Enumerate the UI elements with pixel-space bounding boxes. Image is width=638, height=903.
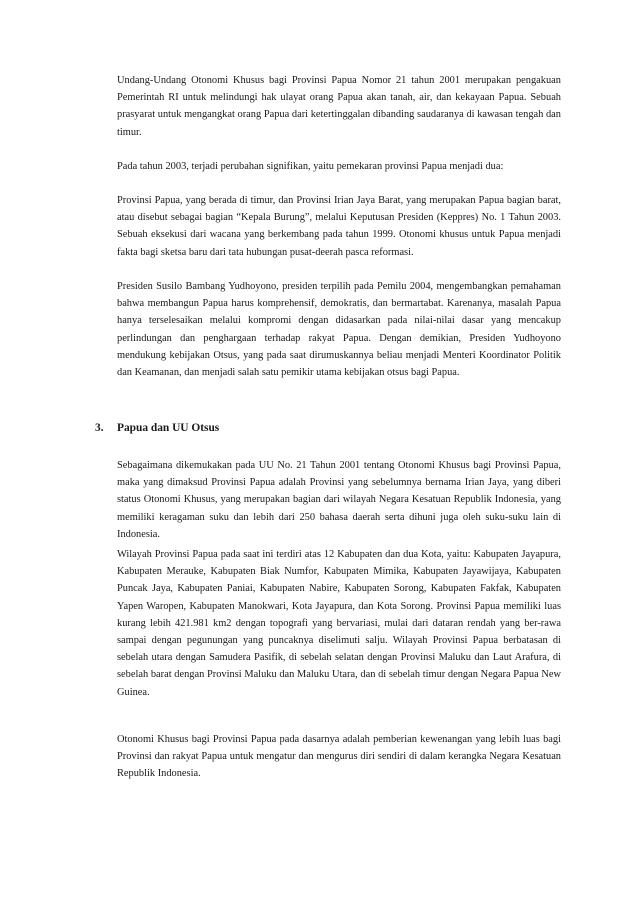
section-title: Papua dan UU Otsus [117, 422, 220, 434]
paragraph-special-autonomy: Otonomi Khusus bagi Provinsi Papua pada dasarnya adalah pemberian kewenangan yang lebih luas bagi Provinsi dan rakyat Papua untuk mengatur dan mengurus diri sendiri di dalam kerangka Negara Kesatuan Republik Indonesia. [117, 734, 561, 780]
section-heading [95, 422, 219, 434]
paragraph-2003-change: Pada tahun 2003, terjadi perubahan signifikan, yaitu pemekaran provinsi Papua menjadi dua: [117, 161, 504, 172]
section-number: 3. [95, 422, 104, 434]
paragraph-province-split: Provinsi Papua, yang berada di timur, dan Provinsi Irian Jaya Barat, yang merupakan Papua bagian barat, atau disebut sebagai bagian “Kepala Burung”, melalui Keputusan Presiden (Keppres) No. 1 Tahun 2003. Sebuah eksekusi dari wacana yang berkembang pada tahun 1999. Otonomi khusus untuk Papua menjadi fakta bagi sketsa baru dari tata hubungan pusat-deerah pasca reformasi. [117, 195, 561, 258]
paragraph-otsus-law: Undang-Undang Otonomi Khusus bagi Provinsi Papua Nomor 21 tahun 2001 merupakan pengakuan Pemerintah RI untuk melindungi hak ulayat orang Papua akan tanah, air, dan kekayaan Papua. Sebuah prasyarat untuk mengangkat orang Papua dari ketertinggalan dibanding saudaranya di kawasan tengah dan timur. [117, 75, 561, 138]
paragraph-province-definition: Sebagaimana dikemukakan pada UU No. 21 Tahun 2001 tentang Otonomi Khusus bagi Provinsi Papua, maka yang dimaksud Provinsi Papua adalah Provinsi yang sebelumnya bernama Irian Jaya, yang diberi status Otonomi Khusus, yang merupakan bagian dari wilayah Negara Kesatuan Republik Indonesia, yang memiliki keragaman suku dan lebih dari 250 bahasa daerah serta dihuni juga oleh suku-suku lain di Indonesia. [117, 460, 561, 540]
paragraph-president-sby: Presiden Susilo Bambang Yudhoyono, presiden terpilih pada Pemilu 2004, mengembangkan pemahaman bahwa membangun Papua harus komprehensif, demokratis, dan bermartabat. Karenanya, masalah Papua hanya terselesaikan melalui kompromi dengan didasarkan pada nilai-nilai dasar yang mencakup perlindungan dan penghargaan terhadap rakyat Papua. Dengan demikian, Presiden Yudhoyono mendukung kebijakan Otsus, yang pada saat dirumuskannya beliau menjadi Menteri Koordinator Politik dan Keamanan, dan menjadi salah satu pemikir utama kebijakan otsus bagi Papua. [117, 281, 561, 379]
paragraph-province-territory: Wilayah Provinsi Papua pada saat ini terdiri atas 12 Kabupaten dan dua Kota, yaitu: Kabupaten Jayapura, Kabupaten Merauke, Kabupaten Biak Numfor, Kabupaten Mimika, Kabupaten Jayawijaya, Kabupaten Puncak Jaya, Kabupaten Paniai, Kabupaten Nabire, Kabupaten Sorong, Kabupaten Fakfak, Kabupaten Yapen Waropen, Kabupaten Manokwari, Kota Jayapura, dan Kota Sorong. Provinsi Papua memiliki luas kurang lebih 421.981 km2 dengan topografi yang bervariasi, mulai dari dataran rendah yang ber-rawa sampai dengan pegunungan yang puncaknya diselimuti salju. Wilayah Provinsi Papua berbatasan di sebelah utara dengan Samudera Pasifik, di sebelah selatan dengan Provinsi Maluku dan Laut Arafura, di sebelah barat dengan Provinsi Maluku dan Maluku Utara, dan di sebelah timur dengan Negara Papua New Guinea. [117, 549, 561, 698]
